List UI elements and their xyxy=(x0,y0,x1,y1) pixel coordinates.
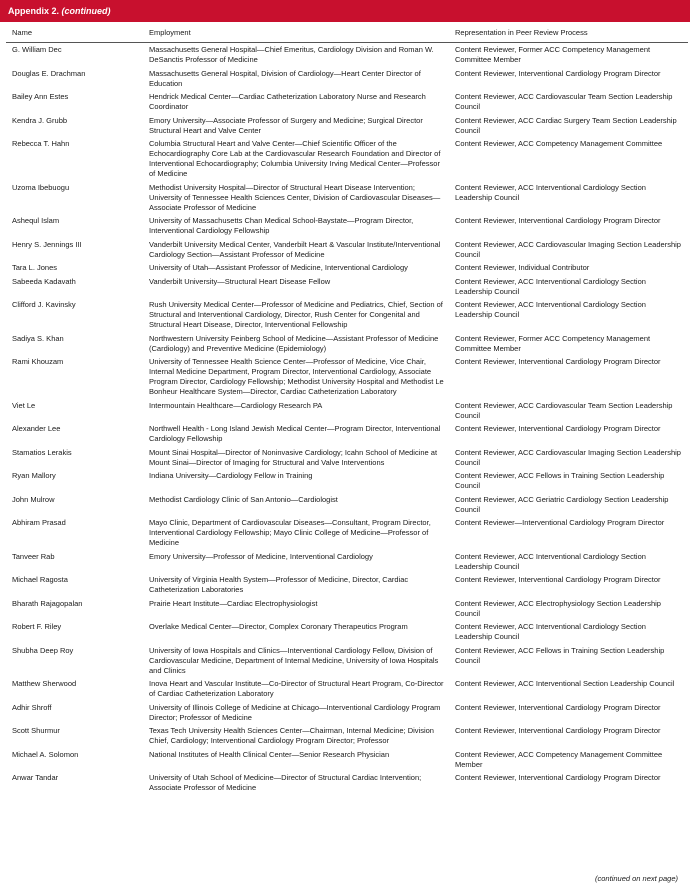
cell-name: Scott Shurmur xyxy=(12,726,60,735)
cell-employment: University of Utah—Assistant Professor of Medicine, Interventional Cardiology xyxy=(149,263,408,272)
table-row xyxy=(6,677,688,701)
table-row xyxy=(6,399,688,423)
table-row xyxy=(6,516,688,550)
cell-employment: University of Illinois College of Medicine at Chicago—Interventional Cardiology Program Director; Professor of Medicine xyxy=(149,702,441,722)
cell-employment: Vanderbilt University Medical Center, Vanderbilt Heart & Vascular Institute/Interventional Cardiology Section—Assistant Professor of Medicine xyxy=(149,239,441,259)
table-row xyxy=(6,446,688,470)
cell-employment: Overlake Medical Center—Director, Complex Coronary Therapeutics Program xyxy=(149,622,408,631)
cell-representation: Content Reviewer, Interventional Cardiology Program Director xyxy=(455,773,661,782)
cell-employment: Columbia Structural Heart and Valve Center—Chief Scientific Officer of the Echocardiography Core Lab at the Cardiovascular Research Foundation and Director of Interventional Echocardiography; Columbia University Irving Medical Center—Professor of Medicine xyxy=(149,139,441,178)
table-row xyxy=(6,620,688,644)
table-row xyxy=(6,422,688,446)
cell-employment: Methodist University Hospital—Director of Structural Heart Disease Intervention; University of Tennessee Health Sciences Center, Division of Cardiovascular Diseases—Associate Professor of Medicine xyxy=(149,182,441,212)
cell-representation: Content Reviewer, ACC Competency Management Committee Member xyxy=(455,749,663,769)
cell-representation: Content Reviewer, ACC Interventional Cardiology Section Leadership Council xyxy=(455,182,646,202)
cell-name: Tara L. Jones xyxy=(12,263,58,272)
cell-employment: Vanderbilt University—Structural Heart Disease Fellow xyxy=(149,276,331,286)
table-row xyxy=(6,644,688,678)
cell-name: Shubha Deep Roy xyxy=(12,645,74,655)
cell-representation: Content Reviewer, ACC Fellows in Training Section Leadership Council xyxy=(455,645,665,665)
cell-representation: Content Reviewer, ACC Interventional Cardiology Section Leadership Council xyxy=(455,622,646,641)
appendix-continued-label: (continued) xyxy=(61,6,111,16)
cell-name: Douglas E. Drachman xyxy=(12,68,86,78)
cell-representation: Content Reviewer, Interventional Cardiology Program Director xyxy=(455,424,661,433)
header-employment: Employment xyxy=(143,26,449,43)
table-row xyxy=(6,332,688,356)
cell-employment: Mayo Clinic, Department of Cardiovascular Diseases—Consultant, Program Director, Interventional Cardiology Fellowship; Mayo Clinic College of Medicine—Professor of Medicine xyxy=(149,518,431,547)
cell-representation: Content Reviewer, ACC Cardiovascular Imaging Section Leadership Council xyxy=(455,447,681,467)
table-row xyxy=(6,550,688,574)
table-row xyxy=(6,90,688,114)
cell-name: Stamatios Lerakis xyxy=(12,447,72,457)
cell-name: Uzoma Ibebuogu xyxy=(12,182,70,192)
header-representation: Representation in Peer Review Process xyxy=(449,26,688,43)
cell-name: Clifford J. Kavinsky xyxy=(12,300,76,309)
cell-employment: Hendrick Medical Center—Cardiac Catheterization Laboratory Nurse and Research Coordinator xyxy=(149,92,426,111)
cell-name: G. William Dec xyxy=(12,45,62,54)
table-row xyxy=(6,181,688,215)
cell-employment: Massachusetts General Hospital, Division of Cardiology—Heart Center Director of Education xyxy=(149,68,421,88)
cell-employment: Rush University Medical Center—Professor of Medicine and Pediatrics, Chief, Section of Structural and Interventional Cardiology, Director, Rush Center for Congenital and Structural Heart Disease, Director, Interventional Fellowship xyxy=(149,300,443,329)
cell-employment: Indiana University—Cardiology Fellow in Training xyxy=(149,471,313,480)
cell-name: Adhir Shroff xyxy=(12,702,52,712)
cell-employment: Inova Heart and Vascular Institute—Co-Director of Structural Heart Program, Co-Director of Cardiac Catheterization Laboratory xyxy=(149,679,444,698)
cell-name: Tanveer Rab xyxy=(12,551,55,561)
cell-employment: Northwestern University Feinberg School of Medicine—Assistant Professor of Medicine (Cardiology) and Preventive Medicine (Epidemiology) xyxy=(149,333,439,353)
peer-review-table xyxy=(6,26,688,795)
table-row xyxy=(6,261,688,275)
cell-employment: Methodist Cardiology Clinic of San Antonio—Cardiologist xyxy=(149,494,338,504)
cell-employment: Intermountain Healthcare—Cardiology Research PA xyxy=(149,400,323,410)
cell-name: Bharath Rajagopalan xyxy=(12,598,83,608)
table-row xyxy=(6,748,688,772)
cell-name: Abhiram Prasad xyxy=(12,518,66,527)
cell-name: Michael Ragosta xyxy=(12,575,68,584)
cell-name: Ryan Mallory xyxy=(12,471,56,480)
cell-name: Ashequl Islam xyxy=(12,216,60,225)
table-row xyxy=(6,238,688,262)
cell-representation: Content Reviewer, Interventional Cardiology Program Director xyxy=(455,357,661,366)
table-row xyxy=(6,573,688,597)
cell-representation: Content Reviewer, ACC Interventional Cardiology Section Leadership Council xyxy=(455,551,646,571)
cell-employment: University of Utah School of Medicine—Director of Structural Cardiac Intervention; Associate Professor of Medicine xyxy=(149,773,422,792)
cell-name: Anwar Tandar xyxy=(12,773,59,782)
cell-name: Rami Khouzam xyxy=(12,357,64,366)
cell-name: Viet Le xyxy=(12,400,36,410)
table-row xyxy=(6,771,688,795)
cell-representation: Content Reviewer, ACC Cardiovascular Imaging Section Leadership Council xyxy=(455,239,681,259)
table-row xyxy=(6,493,688,517)
table-row xyxy=(6,355,688,399)
table-body xyxy=(6,43,688,795)
continued-footer: (continued on next page) xyxy=(595,874,678,883)
cell-name: Alexander Lee xyxy=(12,424,61,433)
cell-name: Sabeeda Kadavath xyxy=(12,276,76,286)
cell-name: Robert F. Riley xyxy=(12,622,62,631)
table-row xyxy=(6,469,688,493)
cell-employment: University of Iowa Hospitals and Clinics—Interventional Cardiology Fellow, Division of Cardiovascular Medicine, Department of Internal Medicine, University of Iowa Hospitals and Clinics xyxy=(149,645,439,675)
cell-name: Bailey Ann Estes xyxy=(12,92,69,101)
cell-representation: Content Reviewer, ACC Fellows in Training Section Leadership Council xyxy=(455,471,665,490)
cell-employment: Emory University—Associate Professor of Surgery and Medicine; Surgical Director Structural Heart and Valve Center xyxy=(149,115,423,135)
cell-employment: University of Virginia Health System—Professor of Medicine, Director, Cardiac Catheterization Laboratories xyxy=(149,575,409,594)
cell-representation: Content Reviewer, Former ACC Competency Management Committee Member xyxy=(455,45,651,64)
table-row xyxy=(6,114,688,138)
table-row xyxy=(6,298,688,332)
appendix-title: Appendix 2. xyxy=(8,6,60,16)
table-row xyxy=(6,43,688,67)
cell-representation: Content Reviewer, Interventional Cardiology Program Director xyxy=(455,68,661,78)
cell-representation: Content Reviewer, ACC Electrophysiology Section Leadership Council xyxy=(455,598,661,618)
cell-representation: Content Reviewer, ACC Cardiovascular Team Section Leadership Council xyxy=(455,400,673,420)
cell-employment: Emory University—Professor of Medicine, Interventional Cardiology xyxy=(149,551,373,561)
cell-representation: Content Reviewer, Former ACC Competency Management Committee Member xyxy=(455,333,651,353)
table-row xyxy=(6,275,688,299)
cell-employment: Northwell Health - Long Island Jewish Medical Center—Program Director, Interventional Cardiology Fellowship xyxy=(149,424,441,443)
cell-representation: Content Reviewer, Interventional Cardiology Program Director xyxy=(455,726,661,735)
cell-employment: Prairie Heart Institute—Cardiac Electrophysiologist xyxy=(149,598,318,608)
appendix-banner xyxy=(0,0,690,22)
cell-representation: Content Reviewer, Interventional Cardiology Program Director xyxy=(455,575,661,584)
cell-name: Henry S. Jennings III xyxy=(12,239,82,249)
cell-representation: Content Reviewer, Interventional Cardiology Program Director xyxy=(455,216,661,225)
cell-representation: Content Reviewer, ACC Cardiovascular Team Section Leadership Council xyxy=(455,92,673,111)
cell-employment: University of Massachusetts Chan Medical School-Baystate—Program Director, Interventional Cardiology Fellowship xyxy=(149,216,414,235)
cell-employment: Mount Sinai Hospital—Director of Noninvasive Cardiology; Icahn School of Medicine at Mount Sinai—Director of Imaging for Structural and Valve Interventions xyxy=(149,447,438,467)
table-row xyxy=(6,137,688,181)
table-row xyxy=(6,701,688,725)
cell-representation: Content Reviewer, ACC Geriatric Cardiology Section Leadership Council xyxy=(455,494,669,514)
cell-employment: Texas Tech University Health Sciences Center—Chairman, Internal Medicine; Division Chief, Cardiology; Interventional Cardiology Program Director; Professor xyxy=(149,726,434,745)
table-row xyxy=(6,597,688,621)
cell-representation: Content Reviewer, ACC Competency Management Committee xyxy=(455,139,663,148)
cell-name: Matthew Sherwood xyxy=(12,679,77,688)
cell-name: Kendra J. Grubb xyxy=(12,115,68,125)
cell-name: Sadiya S. Khan xyxy=(12,333,64,343)
table-header-row xyxy=(6,26,688,43)
table-row xyxy=(6,214,688,238)
cell-representation: Content Reviewer, Interventional Cardiology Program Director xyxy=(455,702,661,712)
cell-name: Michael A. Solomon xyxy=(12,749,79,759)
cell-representation: Content Reviewer, ACC Interventional Section Leadership Council xyxy=(455,679,675,688)
cell-representation: Content Reviewer, ACC Interventional Cardiology Section Leadership Council xyxy=(455,300,646,319)
cell-employment: National Institutes of Health Clinical Center—Senior Research Physician xyxy=(149,749,390,759)
cell-employment: University of Tennessee Health Science Center—Professor of Medicine, Vice Chair, Internal Medicine Department, Program Director, Interventional Cardiology, Associate Program Director, Cardiology Fellowship; Methodist University Hospital and Methodist Le Bonheur Healthcare System—Director, Cardiac Catheterization Laboratory xyxy=(149,357,444,396)
cell-name: John Mulrow xyxy=(12,494,55,504)
cell-employment: Massachusetts General Hospital—Chief Emeritus, Cardiology Division and Roman W. DeSanctis Professor of Medicine xyxy=(149,45,434,64)
cell-representation: Content Reviewer, ACC Cardiac Surgery Team Section Leadership Council xyxy=(455,115,677,135)
cell-representation: Content Reviewer, ACC Interventional Cardiology Section Leadership Council xyxy=(455,276,646,296)
cell-representation: Content Reviewer—Interventional Cardiology Program Director xyxy=(455,518,665,527)
header-name: Name xyxy=(6,26,143,43)
cell-name: Rebecca T. Hahn xyxy=(12,139,70,148)
table-row xyxy=(6,67,688,91)
table-row xyxy=(6,724,688,748)
cell-representation: Content Reviewer, Individual Contributor xyxy=(455,263,590,272)
